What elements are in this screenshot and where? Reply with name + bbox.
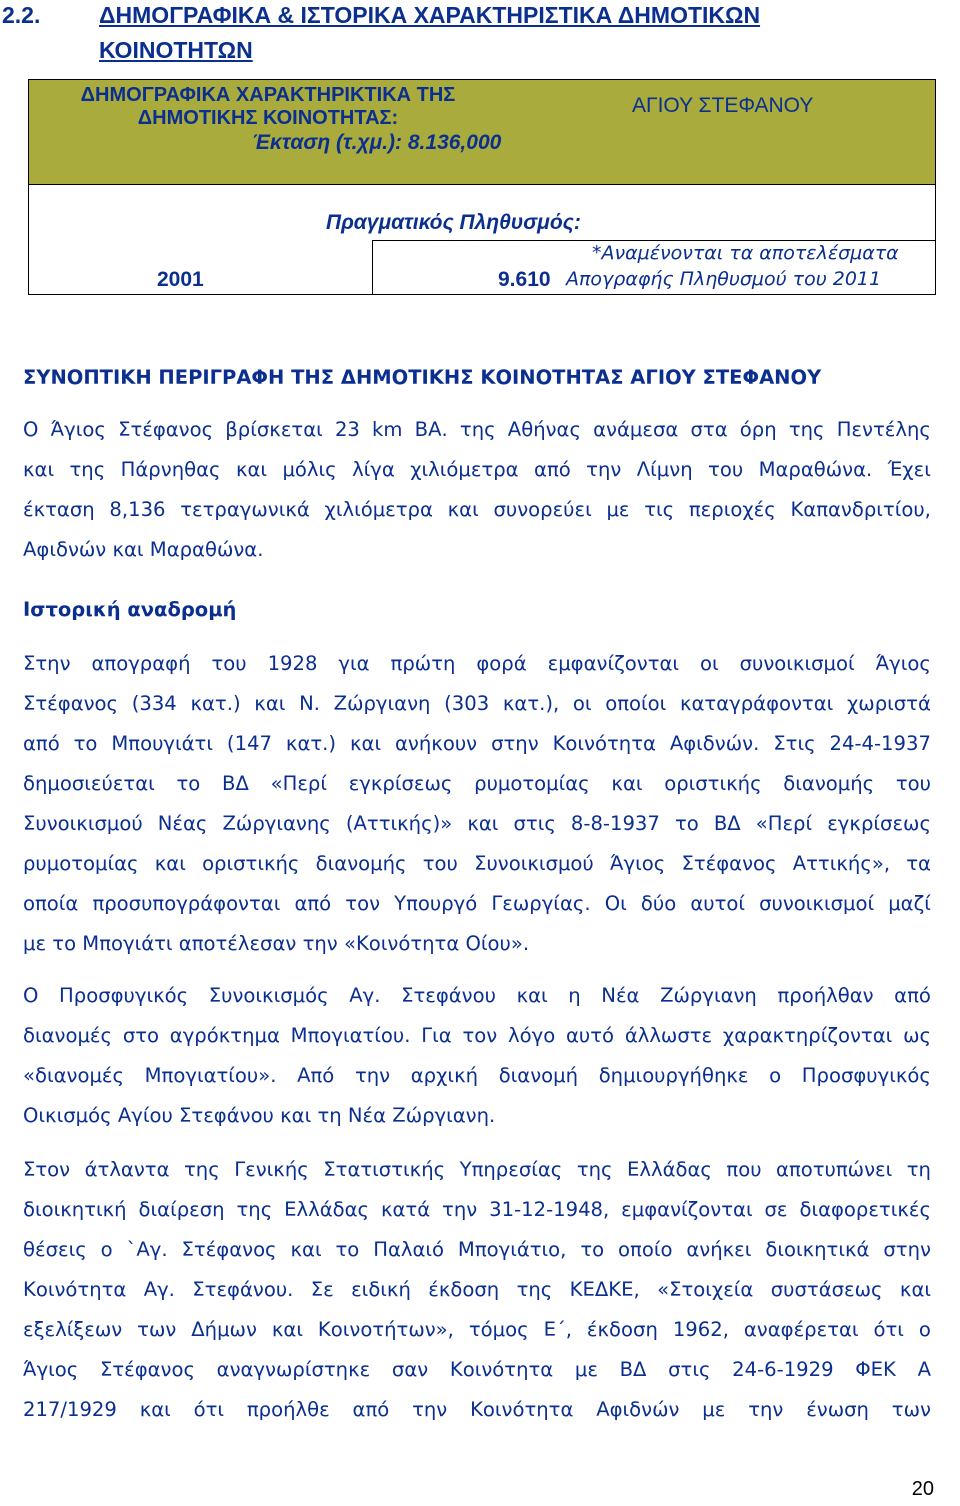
word: και <box>23 458 55 481</box>
word: του <box>211 652 247 675</box>
census-note <box>566 240 899 292</box>
word: λίγα <box>352 458 395 481</box>
word: του <box>422 852 458 875</box>
word: «Περί <box>270 772 327 795</box>
word: το <box>674 812 699 835</box>
paragraph-line <box>23 418 931 458</box>
word: συστάσεως <box>770 1278 883 1301</box>
word: και <box>467 812 499 835</box>
paragraph-line <box>23 1318 931 1358</box>
table-label-cell <box>28 84 508 130</box>
word: ένωση <box>806 1398 869 1421</box>
word: και <box>349 732 382 755</box>
word: προσυπογράφονται <box>92 892 281 915</box>
word: των <box>137 1318 177 1341</box>
word: και <box>271 1318 303 1341</box>
word: ΦΕΚ <box>855 1358 896 1381</box>
word: στο <box>122 1024 160 1047</box>
paragraph-line <box>23 498 931 538</box>
word: 217/1929 <box>23 1398 117 1421</box>
word: δημοσιεύεται <box>23 772 155 795</box>
word: από <box>894 984 931 1007</box>
word: Στέφανος <box>118 418 214 441</box>
population-value: 9.610 <box>498 268 551 291</box>
word: Αθήνας <box>507 418 581 441</box>
word: Μπογιάτιο, <box>457 1238 567 1261</box>
word: κατ.) <box>190 692 241 715</box>
paragraph-line <box>23 1064 931 1104</box>
word: ανήκει <box>686 1238 752 1261</box>
word: τις <box>644 498 675 521</box>
word: οι <box>700 652 719 675</box>
word: Ζώργιανη <box>333 692 431 715</box>
table-label-line1: ΔΗΜΟΓΡΑΦΙΚΑ ΧΑΡΑΚΤΗΡΙΚΤΙΚΑ ΤΗΣ <box>80 84 456 106</box>
word: Κοινότητα <box>552 732 656 755</box>
word: Μπογιατίου. <box>290 1024 411 1047</box>
area-value: Έκταση (τ.χμ.): 8.136,000 <box>252 131 502 154</box>
word: Στην <box>23 652 71 675</box>
word: αγρόκτημα <box>169 1024 280 1047</box>
word: Αφιδνών <box>596 1398 680 1421</box>
word: χωριστά <box>846 692 931 715</box>
word: φορά <box>476 652 527 675</box>
table-border <box>372 240 373 295</box>
paragraph-line <box>23 1024 931 1064</box>
word: Μαραθώνα. <box>758 458 873 481</box>
word: Ο <box>23 418 39 441</box>
word: Ελλάδας <box>284 1198 370 1221</box>
word: ανήκουν <box>395 732 478 755</box>
word: Συνοικισμού <box>474 852 594 875</box>
word: Πάρνηθας <box>120 458 221 481</box>
word: συνοικισμοί <box>739 652 855 675</box>
word: βρίσκεται <box>225 418 323 441</box>
word: Νέα <box>601 984 640 1007</box>
word: 24-6-1929 <box>732 1358 834 1381</box>
word: σε <box>764 1198 788 1221</box>
word: ΒΔ <box>222 772 249 795</box>
word: Έχει <box>887 458 931 481</box>
word: Υπουργό <box>394 892 478 915</box>
word: Από <box>297 1064 335 1087</box>
word: συνορεύει <box>493 498 592 521</box>
section-title-line2 <box>99 37 253 64</box>
word: `Αγ. <box>126 1238 168 1261</box>
word: άλλωστε <box>624 1024 713 1047</box>
population-year: 2001 <box>157 268 204 291</box>
table-label-line2: ΔΗΜΟΤΙΚΗΣ ΚΟΙΝΟΤΗΤΑΣ: <box>137 107 399 129</box>
word: και <box>139 1398 171 1421</box>
word: από <box>294 892 332 915</box>
word: ειδική <box>351 1278 411 1301</box>
word: περιοχές <box>688 498 776 521</box>
word: δύο <box>640 892 677 915</box>
word: στα <box>690 418 728 441</box>
word: της <box>184 1158 220 1181</box>
word: Άγιος <box>875 652 931 675</box>
word: Ελλάδας <box>627 1158 712 1181</box>
word: Κοινότητα <box>23 1278 127 1301</box>
word: μαζί <box>888 892 931 915</box>
word: αποτυπώνει <box>776 1158 893 1181</box>
word: αναγνωρίστηκε <box>216 1358 371 1381</box>
word: km <box>372 418 403 441</box>
paragraph-line <box>23 692 931 732</box>
word: Ο <box>23 984 39 1007</box>
word: Παλαιό <box>373 1238 444 1261</box>
word: η <box>568 984 581 1007</box>
word: 31-12-1948, <box>489 1198 610 1221</box>
word: την <box>442 1198 478 1221</box>
word: εξελίξεων <box>23 1318 123 1341</box>
paragraph-line <box>23 772 931 812</box>
word: ότι <box>873 1318 904 1341</box>
word: συνοικισμοί <box>759 892 875 915</box>
summary-heading: ΣΥΝΟΠΤΙΚΗ ΠΕΡΙΓΡΑΦΗ ΤΗΣ ΔΗΜΟΤΙΚΗΣ ΚΟΙΝΟΤΗΤΑΣ ΑΓΙΟΥ ΣΤΕΦΑΝΟΥ <box>23 366 822 389</box>
word: τα <box>906 852 931 875</box>
word: απογραφή <box>91 652 191 675</box>
word: της <box>459 418 496 441</box>
word: και <box>154 852 186 875</box>
word: Γενικής <box>234 1158 309 1181</box>
word: (147 <box>226 732 272 755</box>
word: τόμος <box>468 1318 529 1341</box>
word: στην <box>883 1238 931 1261</box>
word: προήλθαν <box>777 984 874 1007</box>
word: διανομής <box>315 852 407 875</box>
word: το <box>73 732 98 755</box>
word: δημιουργήθηκε <box>598 1064 749 1087</box>
word: σαν <box>391 1358 429 1381</box>
word: έκταση <box>23 498 95 521</box>
table-border <box>28 294 936 295</box>
word: την <box>412 1398 448 1421</box>
paragraph-line <box>23 1104 495 1144</box>
word: της <box>69 458 106 481</box>
word: αρχική <box>410 1064 479 1087</box>
word: οποία <box>23 892 79 915</box>
page-number: 20 <box>911 1478 934 1500</box>
table-border <box>935 79 936 295</box>
word: Α <box>917 1358 931 1381</box>
word: καταγράφονται <box>679 692 834 715</box>
paragraph-line <box>23 984 931 1024</box>
paragraph-line <box>23 732 931 772</box>
word: ο <box>100 1238 113 1261</box>
word: ΒΑ. <box>414 418 448 441</box>
table-border <box>28 184 936 185</box>
word: 1928 <box>267 652 318 675</box>
word: έκδοση <box>586 1318 658 1341</box>
word: (303 <box>444 692 490 715</box>
word: διανομή <box>498 1064 579 1087</box>
word: Στις <box>773 732 816 755</box>
paragraph-line <box>23 1358 931 1398</box>
line-text: με το Μπογιάτι αποτέλεσαν την «Κοινότητα Οίου». <box>23 932 530 955</box>
word: λόγο <box>508 1024 556 1047</box>
word: αυτό <box>565 1024 615 1047</box>
word: Ν. <box>299 692 320 715</box>
line-text: Αφιδνών και Μαραθώνα. <box>23 538 264 561</box>
word: την <box>586 458 622 481</box>
word: 24-4-1937 <box>829 732 931 755</box>
word: Οι <box>604 892 627 915</box>
paragraph-line <box>23 1198 931 1238</box>
census-note-line1: *Αναμένονται τα αποτελέσματα <box>592 242 899 264</box>
word: της <box>516 1278 553 1301</box>
word: Άγιος <box>50 418 106 441</box>
word: «Στοιχεία <box>657 1278 754 1301</box>
word: το <box>580 1238 605 1261</box>
word: το <box>176 772 201 795</box>
word: Προσφυγικός <box>59 984 189 1007</box>
word: «Περί <box>755 812 813 835</box>
word: στις <box>668 1358 711 1381</box>
word: Στέφανος <box>181 1238 277 1261</box>
word: τετραγωνικά <box>180 498 310 521</box>
word: διοικητική <box>23 1198 127 1221</box>
word: την <box>748 1398 784 1421</box>
word: Μπουγιάτι <box>111 732 213 755</box>
word: με <box>702 1398 726 1421</box>
word: Ζώργιανης <box>222 812 331 835</box>
word: εμφανίζονται <box>547 652 680 675</box>
community-name: ΑΓΙΟΥ ΣΤΕΦΑΝΟΥ <box>632 94 814 117</box>
word: Προσφυγικός <box>801 1064 931 1087</box>
word: έκδοση <box>428 1278 500 1301</box>
word: που <box>726 1158 762 1181</box>
word: Κοινοτήτων», <box>317 1318 454 1341</box>
word: και <box>899 1278 931 1301</box>
word: Γεωργίας. <box>491 892 591 915</box>
word: Αγ. <box>143 1278 175 1301</box>
word: Συνοικισμού <box>23 812 143 835</box>
word: 8,136 <box>109 498 166 521</box>
paragraph-line <box>23 932 529 972</box>
word: και <box>254 692 286 715</box>
word: Στατιστικής <box>323 1158 446 1181</box>
word: Δήμων <box>191 1318 257 1341</box>
word: της <box>576 1158 613 1181</box>
word: με <box>574 1358 598 1381</box>
word: τον <box>462 1024 498 1047</box>
word: κατ.), <box>502 692 560 715</box>
paragraph-line <box>23 852 931 892</box>
word: ανάμεσα <box>593 418 679 441</box>
word: Αττικής», <box>792 852 891 875</box>
word: την <box>354 1064 391 1087</box>
word: ο <box>769 1064 782 1087</box>
population-label: Πραγματικός Πληθυσμός: <box>326 211 581 234</box>
word: Πεντέλης <box>836 418 931 441</box>
word: πρώτη <box>390 652 456 675</box>
word: (Αττικής)» <box>345 812 453 835</box>
word: Στεφάνου <box>401 984 496 1007</box>
word: διανομές <box>23 1024 113 1047</box>
word: και <box>516 984 548 1007</box>
paragraph-line <box>23 892 931 932</box>
word: οποίοι <box>605 692 667 715</box>
word: Νέας <box>157 812 208 835</box>
paragraph-line <box>23 652 931 692</box>
word: Κοινότητα <box>449 1358 554 1381</box>
word: οποίο <box>618 1238 673 1261</box>
word: τη <box>906 1158 931 1181</box>
word: 8-8-1937 <box>570 812 660 835</box>
paragraph-line <box>23 458 931 498</box>
word: από <box>23 732 60 755</box>
word: Άγιος <box>23 1358 79 1381</box>
word: από <box>534 458 571 481</box>
section-number: 2.2. <box>2 2 41 28</box>
word: και <box>611 772 643 795</box>
word: χαρακτηρίζονται <box>722 1024 893 1047</box>
word: Ζώργιανη <box>660 984 757 1007</box>
word: και <box>290 1238 322 1261</box>
history-heading: Ιστορική αναδρομή <box>23 598 237 621</box>
word: των <box>891 1398 931 1421</box>
word: ΒΔ <box>619 1358 647 1381</box>
word: Ε΄, <box>543 1318 572 1341</box>
word: και <box>447 498 479 521</box>
word: ΚΕΔΚΕ, <box>569 1278 640 1301</box>
word: Σε <box>310 1278 334 1301</box>
word: Στον <box>23 1158 71 1181</box>
word: άτλαντα <box>84 1158 170 1181</box>
word: Μπογιατίου». <box>144 1064 277 1087</box>
word: όρη <box>739 418 777 441</box>
word: Υπηρεσίας <box>459 1158 563 1181</box>
word: Κοινότητα <box>470 1398 574 1421</box>
word: αναφέρεται <box>743 1318 859 1341</box>
paragraph-line <box>23 1238 931 1278</box>
paragraph-line <box>23 1398 931 1438</box>
word: Αγ. <box>349 984 381 1007</box>
word: χιλιόμετρα <box>324 498 433 521</box>
word: από <box>352 1398 390 1421</box>
word: ΒΔ <box>713 812 741 835</box>
word: για <box>338 652 370 675</box>
word: Στέφανος <box>99 1358 195 1381</box>
word: στην <box>491 732 539 755</box>
table-border <box>28 79 936 80</box>
word: Για <box>421 1024 452 1047</box>
word: ρυμοτομίας <box>23 852 139 875</box>
word: Αφιδνών. <box>669 732 760 755</box>
word: της <box>236 1198 273 1221</box>
word: οι <box>572 692 592 715</box>
word: ως <box>903 1024 931 1047</box>
word: στις <box>513 812 556 835</box>
word: εγκρίσεως <box>827 812 931 835</box>
word: 23 <box>334 418 360 441</box>
word: κατά <box>380 1198 431 1221</box>
paragraph-line <box>23 1278 931 1318</box>
word: ο <box>918 1318 931 1341</box>
word: προήλθε <box>246 1398 330 1421</box>
word: χιλιόμετρα <box>410 458 519 481</box>
word: (334 <box>131 692 177 715</box>
word: με <box>606 498 630 521</box>
word: διαίρεση <box>138 1198 225 1221</box>
paragraph-line <box>23 812 931 852</box>
word: το <box>335 1238 360 1261</box>
word: Άγιος <box>609 852 666 875</box>
word: Συνοικισμός <box>208 984 329 1007</box>
word: Καπανδριτίου, <box>790 498 931 521</box>
section-title-line1: ΔΗΜΟΓΡΑΦΙΚΑ & ΙΣΤΟΡΙΚΑ ΧΑΡΑΚΤΗΡΙΣΤΙΚΑ ΔΗΜΟΤΙΚΩΝ <box>99 2 761 28</box>
word: του <box>895 772 931 795</box>
word: του <box>708 458 744 481</box>
word: μόλις <box>282 458 337 481</box>
word: Λίμνη <box>636 458 693 481</box>
word: και <box>235 458 268 481</box>
word: αυτοί <box>690 892 745 915</box>
word: «διανομές <box>23 1064 125 1087</box>
section-title-line2-text: ΚΟΙΝΟΤΗΤΩΝ <box>99 37 253 63</box>
word: θέσεις <box>23 1238 87 1261</box>
census-note-line2: Απογραφής Πληθυσμού του 2011 <box>566 268 882 290</box>
word: ρυμοτομίας <box>474 772 590 795</box>
line-text: Οικισμός Αγίου Στεφάνου και τη Νέα Ζώργιανη. <box>23 1104 496 1127</box>
word: Στεφάνου. <box>192 1278 294 1301</box>
word: ότι <box>193 1398 225 1421</box>
paragraph-line <box>23 538 263 578</box>
word: διαφορετικές <box>799 1198 931 1221</box>
word: διανομής <box>783 772 875 795</box>
word: εμφανίζονται <box>621 1198 753 1221</box>
word: οριστικής <box>202 852 300 875</box>
word: οριστικής <box>664 772 762 795</box>
section-heading <box>0 2 760 29</box>
word: Στέφανος <box>23 692 119 715</box>
word: κατ.) <box>285 732 337 755</box>
word: Στέφανος <box>681 852 777 875</box>
word: τον <box>345 892 381 915</box>
word: εγκρίσεως <box>348 772 453 795</box>
word: διοικητικά <box>765 1238 870 1261</box>
word: 1962, <box>672 1318 729 1341</box>
paragraph-line <box>23 1158 931 1198</box>
word: της <box>788 418 825 441</box>
